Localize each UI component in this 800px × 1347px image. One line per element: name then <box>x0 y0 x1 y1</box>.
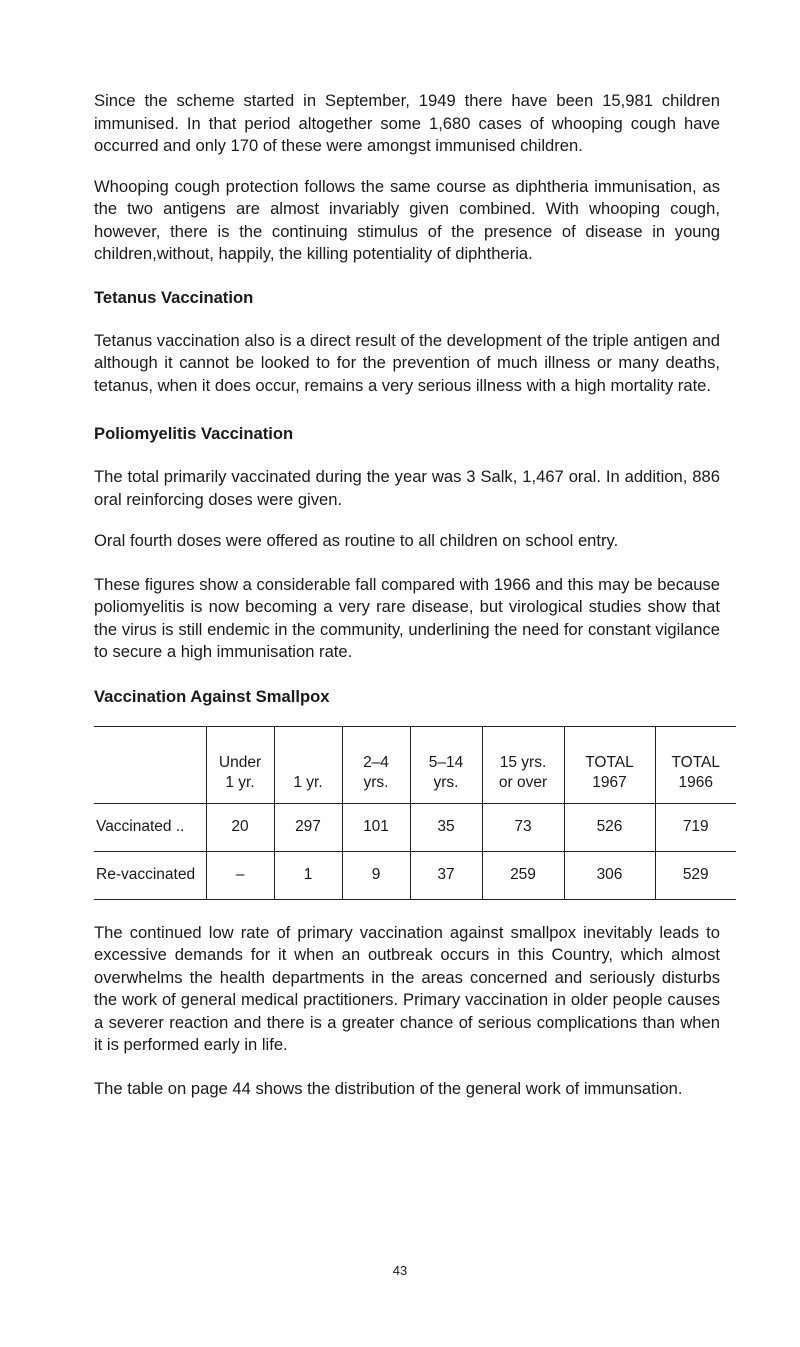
page-number: 43 <box>392 1263 408 1278</box>
header-cell: 15 yrs. or over <box>482 726 564 803</box>
tetanus-paragraph: Tetanus vaccination also is a direct result of the development of the triple antigen and although it cannot be looked to for the prevention of much illness or many deaths, tetanus, when it does occur, remains a very serious illness with a high mortality rate. <box>94 330 720 395</box>
polio-paragraph-3: These figures show a considerable fall compared with 1966 and this may be because poliomyelitis is now becoming a very rare disease, but virological studies show that the virus is still endemic in the community, underlining the need for constant vigilance to secure a high immunisation rate. <box>94 574 720 661</box>
header-cell: TOTAL 1967 <box>564 726 655 803</box>
header-cell: 1 yr. <box>274 726 342 803</box>
smallpox-table <box>94 726 736 900</box>
header-cell: TOTAL 1966 <box>655 726 736 803</box>
table-cell: 526 <box>564 803 655 851</box>
header-cell <box>94 726 206 803</box>
table-cell: 35 <box>410 803 482 851</box>
table-cell: 719 <box>655 803 736 851</box>
table-cell: 73 <box>482 803 564 851</box>
table-row <box>94 851 736 899</box>
header-cell: 2–4 yrs. <box>342 726 410 803</box>
header-cell: Under 1 yr. <box>206 726 274 803</box>
header-cell: 5–14 yrs. <box>410 726 482 803</box>
whooping-cough-paragraph: Whooping cough protection follows the same course as diphtheria immunisation, as the two antigens are almost invariably given combined. With whooping cough, however, there is the continuing stimulus of the presence of disease in young children,without, happily, the killing potentiality of diphtheria. <box>94 176 720 263</box>
polio-paragraph-1: The total primarily vaccinated during the year was 3 Salk, 1,467 oral. In addition, 886 oral reinforcing doses were given. <box>94 467 720 509</box>
smallpox-paragraph: The continued low rate of primary vaccination against smallpox inevitably leads to excessive demands for it when an outbreak occurs in this Country, which almost overwhelms the health departments in the areas concerned and seriously disturbs the work of general medical practitioners. Primary vaccination in older people causes a severer reaction and there is a greater chance of serious complications than when it is performed early in life. <box>94 922 720 1054</box>
row-label: Vaccinated .. <box>94 803 206 851</box>
intro-paragraph: Since the scheme started in September, 1949 there have been 15,981 children immunised. In that period altogether some 1,680 cases of whooping cough have occurred and only 170 of these were amongst immunised children. <box>94 91 720 155</box>
polio-paragraph-2: Oral fourth doses were offered as routine to all children on school entry. <box>94 531 619 550</box>
table-cell: 259 <box>482 851 564 899</box>
table-cell: 20 <box>206 803 274 851</box>
row-label: Re-vaccinated <box>94 851 206 899</box>
table-cell: 9 <box>342 851 410 899</box>
table-cell: 37 <box>410 851 482 899</box>
table-cell: 1 <box>274 851 342 899</box>
tetanus-heading: Tetanus Vaccination <box>94 287 254 307</box>
table-cell: 101 <box>342 803 410 851</box>
smallpox-heading: Vaccination Against Smallpox <box>94 686 330 706</box>
table-cell: 297 <box>274 803 342 851</box>
table-header-row <box>94 726 736 803</box>
table-cell: 529 <box>655 851 736 899</box>
table-row <box>94 803 736 851</box>
table-cell: 306 <box>564 851 655 899</box>
polio-heading: Poliomyelitis Vaccination <box>94 424 294 443</box>
table-cell: – <box>206 851 274 899</box>
page-content <box>94 90 720 1100</box>
closing-paragraph: The table on page 44 shows the distribution of the general work of immunsation. <box>94 1078 683 1098</box>
